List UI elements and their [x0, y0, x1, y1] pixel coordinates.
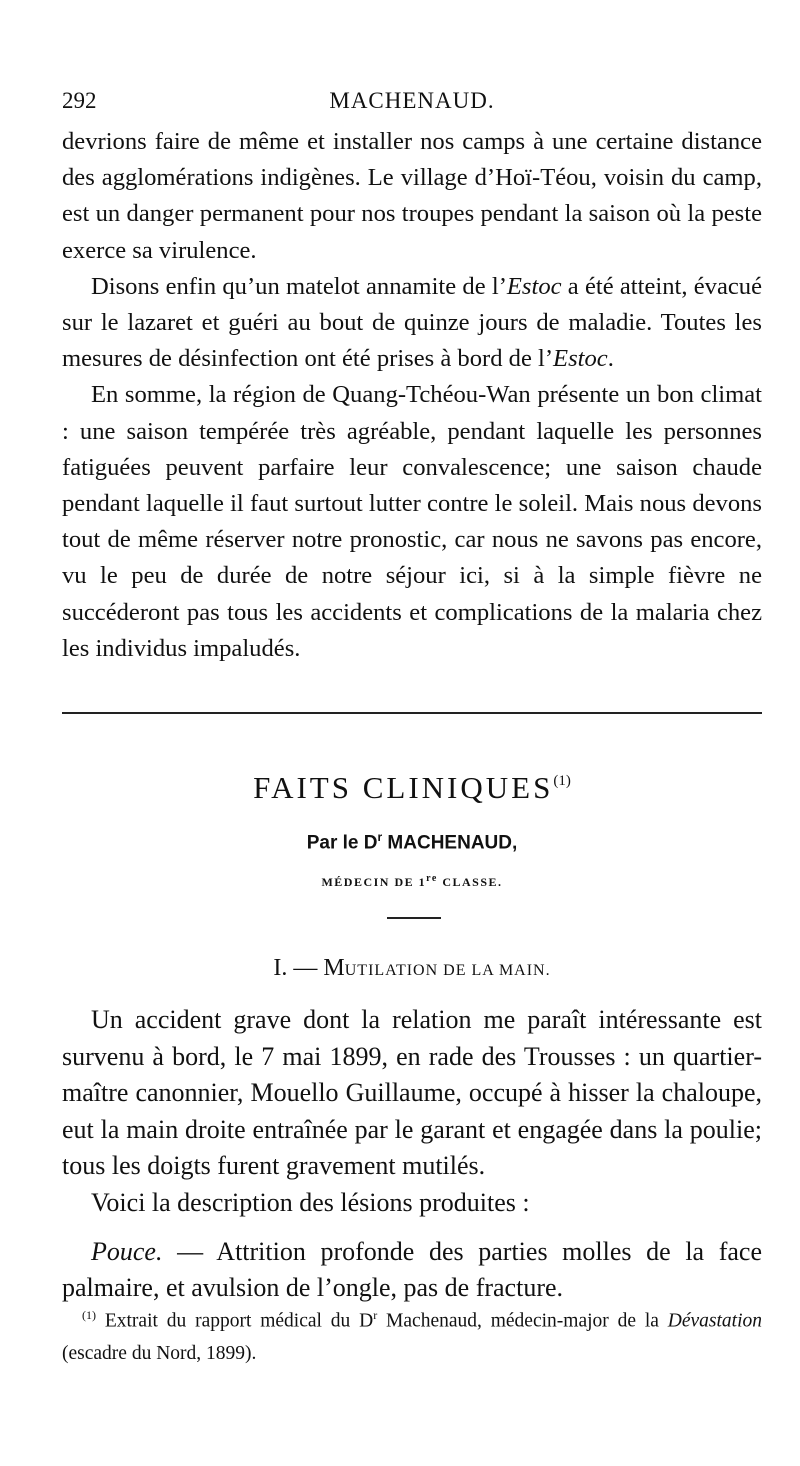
- subsection-text: MAIN.: [498, 962, 551, 979]
- footnote-marker: (1): [553, 773, 571, 789]
- subsection-numeral: I. —: [273, 955, 324, 981]
- ship-name: Estoc: [553, 345, 608, 373]
- section-title: [62, 770, 762, 806]
- byline-superscript: r: [377, 830, 383, 844]
- text-run: Machenaud, médecin-major de la: [377, 1310, 668, 1332]
- ship-name: Dévastation: [667, 1310, 762, 1332]
- byline: [62, 830, 762, 854]
- section-title-text: FAITS CLINIQUES: [253, 770, 554, 805]
- section-divider: [62, 712, 762, 714]
- footnote-superscript: r: [373, 1308, 378, 1322]
- byline-prefix: Par le D: [306, 832, 378, 854]
- text-run: — Attrition profonde des parties molles de la face palmaire, et avulsion de l’ongle, pas de fracture.: [62, 1236, 762, 1303]
- text-run: Disons enfin qu’un matelot annamite de l’: [91, 272, 507, 300]
- text-run: Extrait du rapport médical du D: [96, 1310, 374, 1332]
- footnote-marker: (1): [82, 1308, 96, 1322]
- rank-text: CLASSE.: [437, 875, 503, 889]
- running-head: [62, 88, 762, 116]
- continued-text: [62, 124, 762, 667]
- paragraph-lesions-intro: Voici la description des lésions produites :: [91, 1187, 530, 1217]
- paragraph-climate: En somme, la région de Quang-Tchéou-Wan présente un bon climat : une saison tempérée très agréable, pendant laquelle les personnes fatiguées peuvent parfaire leur convalescence; une saison chaude pendant laquelle il faut surtout lutter contre le soleil. Mais nous devons tout de même réserver notre pronostic, car nous ne savons pas encore, vu le peu de durée de notre séjour ici, si à la simple fièvre ne succéderont pas tous les accidents et complications de la malaria chez les individus impaludés.: [62, 381, 762, 662]
- footnote: [62, 1299, 762, 1370]
- author-rank: [62, 873, 762, 890]
- ship-name: Estoc: [506, 272, 562, 300]
- subsection-initial: M: [323, 955, 345, 981]
- text-run: (escadre du Nord, 1899).: [62, 1342, 257, 1364]
- page-number: 292: [62, 88, 97, 113]
- subsection-heading: [62, 955, 762, 982]
- subsection-text: DE LA: [438, 962, 499, 979]
- subsection-text: UTILATION: [344, 962, 439, 979]
- rank-text: MÉDECIN DE 1: [321, 875, 427, 889]
- rank-superscript: re: [426, 873, 438, 884]
- paragraph-accident: Un accident grave dont la relation me paraît intéressante est survenu à bord, le 7 mai 1899, en rade des Trousses : un quartier-maître canonnier, Mouello Guillaume, occupé à hisser la chaloupe, eut la main droite entraînée par le garant et engagée dans la poulie; tous les doigts furent gravement mutilés.: [62, 1005, 762, 1181]
- paragraph-pouce: [62, 1234, 762, 1307]
- finger-label: Pouce.: [91, 1236, 163, 1266]
- author-name: MACHENAUD,: [382, 832, 518, 854]
- paragraph-estoc: [62, 269, 762, 378]
- text-run: a été atteint, évacué sur le lazaret et guéri au bout de quinze jours de maladie. Toutes les mesures de désinfection ont été prises à bord de l’: [62, 272, 762, 373]
- short-divider: [387, 917, 441, 919]
- case-text: [62, 1002, 762, 1307]
- paragraph-continued: devrions faire de même et installer nos camps à une certaine distance des agglomérations indigènes. Le village d’Hoï-Téou, voisin du camp, est un danger permanent pour nos troupes pendant la saison où la peste exerce sa virulence.: [62, 128, 762, 264]
- running-title: MACHENAUD.: [329, 88, 495, 113]
- text-run: .: [607, 345, 614, 373]
